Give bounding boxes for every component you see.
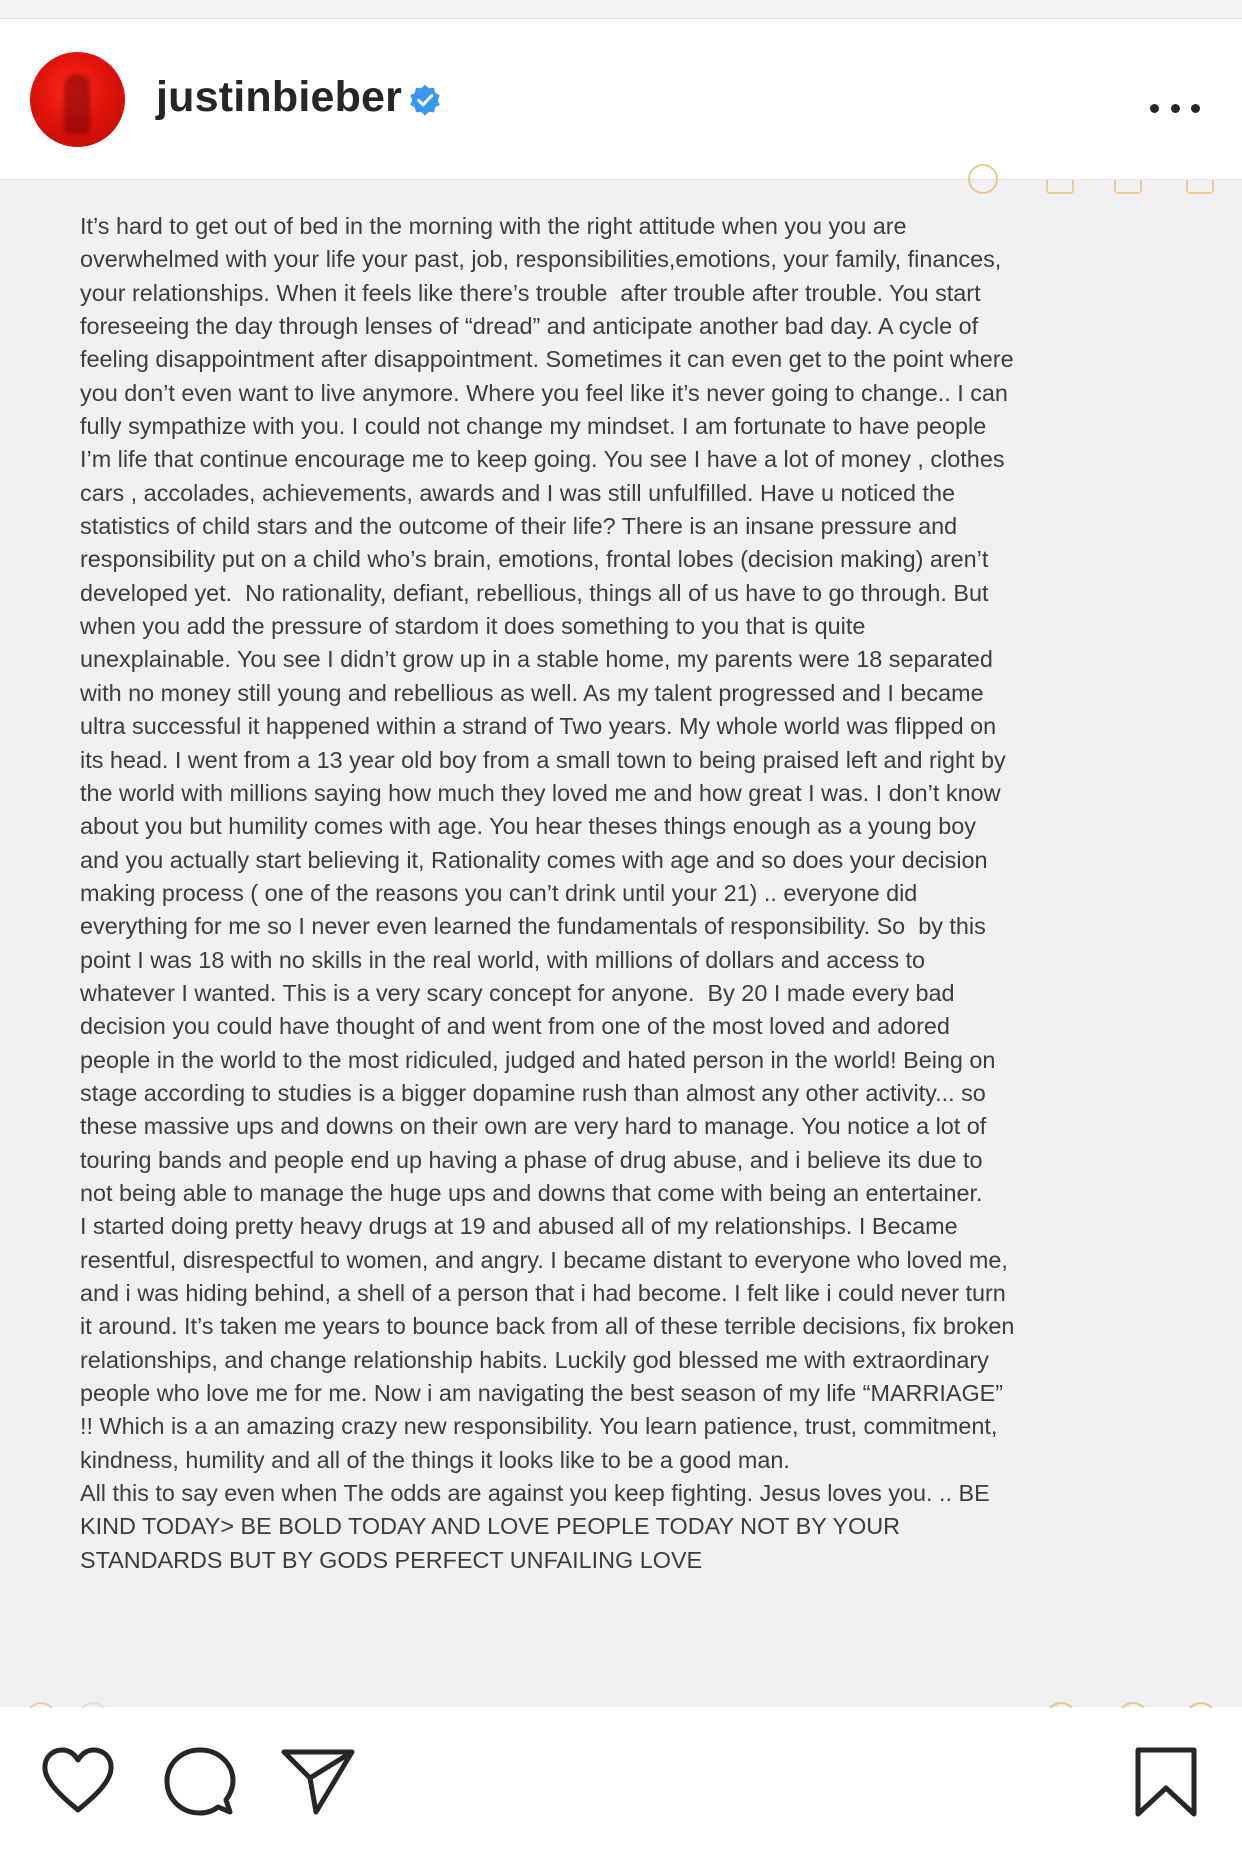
username[interactable]: justinbieber	[156, 73, 403, 121]
comment-icon[interactable]	[164, 1746, 236, 1818]
more-dot	[1171, 104, 1180, 113]
note-toolbar-top	[0, 180, 1242, 204]
avatar-figure	[64, 74, 90, 134]
more-dot	[1191, 104, 1200, 113]
note-paragraph: It’s hard to get out of bed in the morning with the right attitude when you you are overwhelmed with your life your past, job, responsibilities,emotions, your family, finances, your relationships. When it feels like there’s trouble after trouble after trouble. You start foreseeing the day through lenses of “dread” and anticipate another bad day. A cycle of feeling disappointment after disappointment. Sometimes it can even get to the point where you don’t even want to live anymore. Where you feel like it’s never going to change.. I can fully sympathize with you. I could not change my mindset. I am fortunate to have people I’m life that continue encourage me to keep going. You see I have a lot of money , clothes cars , accolades, achievements, awards and I was still unfulfilled. Have u noticed the statistics of child stars and the outcome of their life? There is an insane pressure and responsibility put on a child who’s brain, emotions, frontal lobes (decision making) aren’t developed yet. No rationality, defiant, rebellious, things all of us have to go through. But when you add the pressure of stardom it does something to you that is quite unexplainable. You see I didn’t grow up in a stable home, my parents were 18 separated with no money still young and rebellious as well. As my talent progressed and I became ultra successful it happened within a strand of Two years. My whole world was flipped on its head. I went from a 13 year old boy from a small town to being praised left and right by the world with millions saying how much they loved me and how great I was. I don’t know about you but humility comes with age. You hear theses things enough as a young boy and you actually start believing it, Rationality comes with age and so does your decision making process ( one of the reasons you can’t drink until your 21) .. everyone did everything for me so I never even learned the fundamentals of responsibility. So by this point I was 18 with no skills in the real world, with millions of dollars and access to whatever I wanted. This is a very scary concept for anyone. By 20 I made every bad decision you could have thought of and went from one of the most loved and adored people in the world to the most ridiculed, judged and hated person in the world! Being on stage according to studies is a bigger dopamine rush than almost any other activity... so these massive ups and downs on their own are very hard to manage. You notice a lot of touring bands and people end up having a phase of drug abuse, and i believe its due to not being able to manage the huge ups and downs that come with being an entertainer.	[80, 213, 1021, 1206]
more-dot	[1150, 104, 1159, 113]
faded-icon	[1114, 180, 1142, 194]
status-bar	[0, 0, 1242, 19]
note-paragraph: All this to say even when The odds are against you keep fighting. Jesus loves you. .. BE KIND TODAY> BE BOLD TODAY AND LOVE PEOPLE TODAY NOT BY YOUR STANDARDS BUT BY GODS PERFECT UNFAILING LOVE	[80, 1480, 997, 1573]
post-actions	[0, 1708, 1242, 1855]
note-paragraph: I started doing pretty heavy drugs at 19 and abused all of my relationships. I Became resentful, disrespectful to women, and angry. I became distant to everyone who loved me, and i was hiding behind, a shell of a person that i had become. I felt like i could never turn it around. It’s taken me years to bounce back from all of these terrible decisions, fix broken relationships, and change relationship habits. Luckily god blessed me with extraordinary people who love me for me. Now i am navigating the best season of my life “MARRIAGE” !! Which is a an amazing crazy new responsibility. You learn patience, trust, commitment, kindness, humility and all of the things it looks like to be a good man.	[80, 1213, 1021, 1473]
more-options-icon[interactable]	[1150, 101, 1200, 115]
avatar[interactable]	[30, 52, 125, 147]
heart-icon[interactable]	[40, 1746, 116, 1816]
note-body	[80, 210, 1021, 1577]
faded-icon	[1186, 180, 1214, 194]
verified-badge-icon	[408, 83, 442, 117]
bookmark-icon[interactable]	[1134, 1746, 1198, 1820]
note-screenshot	[0, 180, 1242, 1707]
faded-icon	[968, 164, 998, 194]
faded-icon	[1046, 180, 1074, 194]
send-icon[interactable]	[280, 1746, 356, 1818]
post-header	[0, 19, 1242, 180]
